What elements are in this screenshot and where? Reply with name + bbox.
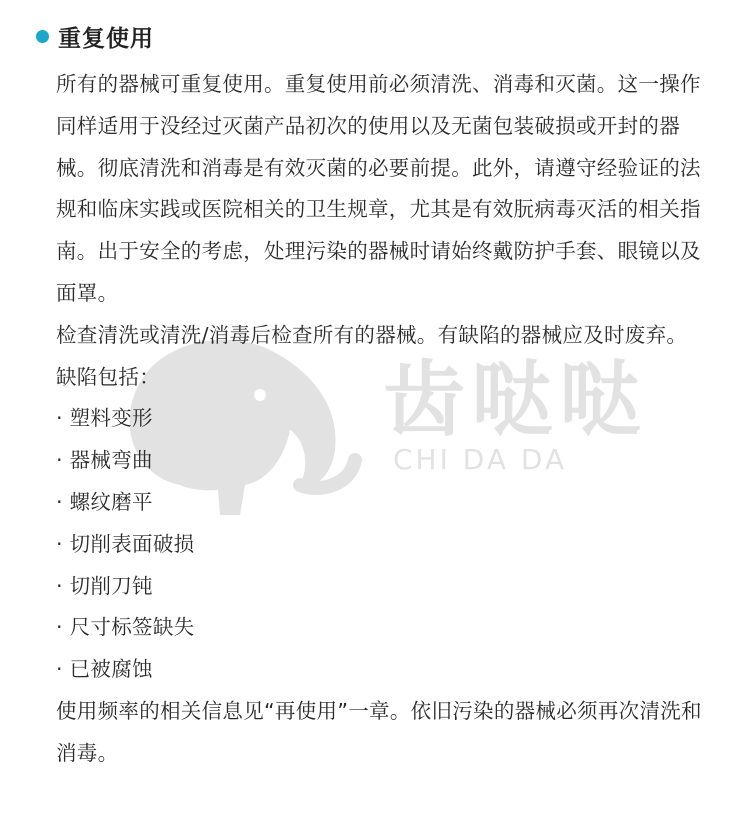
list-item: · 器械弯曲 [56, 448, 153, 473]
defects-title: 缺陷包括： [56, 364, 160, 389]
list-item: · 尺寸标签缺失 [56, 615, 195, 640]
watermark-text-en: CHI DA DA [393, 443, 568, 476]
section-title: 重复使用 [58, 25, 154, 52]
watermark-text-cn: 齿哒哒 [383, 353, 648, 448]
section-header [36, 18, 154, 54]
bullet-dot-icon [36, 30, 49, 43]
paragraph-inspection: 检查清洗或清洗/消毒后检查所有的器械。有缺陷的器械应及时废弃。 [56, 322, 688, 347]
list-item: · 螺纹磨平 [56, 489, 153, 514]
list-item: · 切削表面破损 [56, 531, 195, 556]
defects-list [56, 398, 716, 691]
content-body [56, 64, 716, 775]
list-item: · 塑料变形 [56, 406, 153, 431]
paragraph-frequency: 使用频率的相关信息见“再使用”一章。依旧污染的器械必须再次清洗和消毒。 [56, 698, 702, 765]
paragraph-reuse-intro: 所有的器械可重复使用。重复使用前必须清洗、消毒和灭菌。这一操作同样适用于没经过灭菌产品初次的使用以及无菌包装破损或开封的器械。彻底清洗和消毒是有效灭菌的必要前提。此外，请遵守经验证的法规和临床实践或医院相关的卫生规章，尤其是有效朊病毒灭活的相关指南。出于安全的考虑，处理污染的器械时请始终戴防护手套、眼镜以及面罩。 [56, 72, 701, 305]
list-item: · 切削刀钝 [56, 573, 153, 598]
list-item: · 已被腐蚀 [56, 657, 153, 682]
